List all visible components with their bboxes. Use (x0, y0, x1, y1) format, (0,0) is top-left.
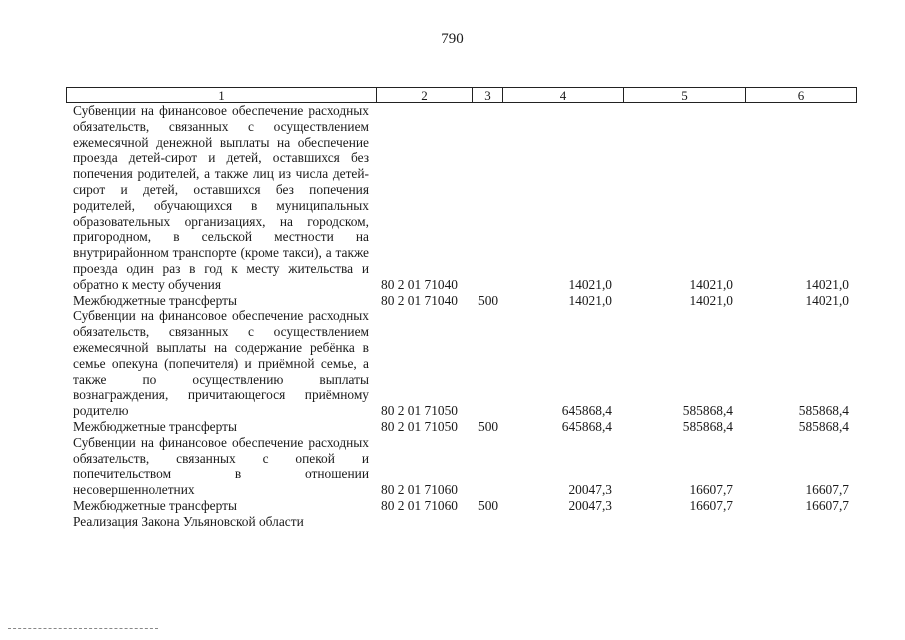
table-header (66, 87, 857, 103)
row-value-col4: 14021,0 (568, 276, 612, 292)
table-row (0, 103, 905, 293)
row-value-col5: 16607,7 (689, 497, 733, 513)
row-value-col6: 585868,4 (798, 418, 849, 434)
column-header-1: 1 (67, 88, 377, 102)
row-value-col4: 645868,4 (561, 418, 612, 434)
row-description: Субвенции на финансовое обеспечение расходных обязательств, связанных с осуществлением ежемесячной выплаты на содержание ребёнка в семье опекуна (попечителя) и приёмной семье, а также по осуществлению выплаты вознаграждения, причитающегося приёмному родителю (73, 308, 369, 419)
row-code: 80 2 01 71040 (381, 276, 458, 292)
row-value-col5: 14021,0 (689, 292, 733, 308)
table-row (0, 435, 905, 498)
row-description: Межбюджетные трансферты (73, 418, 237, 434)
row-description: Межбюджетные трансферты (73, 497, 237, 513)
column-header-6: 6 (797, 88, 805, 103)
row-code: 80 2 01 71040 (381, 292, 458, 308)
row-value-col5: 14021,0 (689, 276, 733, 292)
row-code: 80 2 01 71050 (381, 403, 458, 419)
row-value-col5: 16607,7 (689, 482, 733, 498)
table-row (0, 419, 905, 435)
row-value-col6: 14021,0 (805, 276, 849, 292)
column-header-3: 3 (473, 88, 503, 102)
column-header-2: 2 (377, 88, 473, 102)
row-description: Субвенции на финансовое обеспечение расходных обязательств, связанных с осуществлением ежемесячной денежной выплаты на обеспечение проезда детей-сирот и детей, оставшихся без попечения родителей, а также лиц из числа детей-сирот и детей, оставшихся без попечения родителей, обучающихся в муниципальных образовательных организациях, на городском, пригородном, в сельской местности на внутрирайонном транспорте (кроме такси), а также проезда один раз в год к месту жительства и обратно к месту обучения (73, 103, 369, 292)
row-value-col6: 14021,0 (805, 292, 849, 308)
page-number: 790 (441, 31, 464, 47)
row-type: 500 (478, 418, 499, 434)
row-value-col5: 585868,4 (682, 403, 733, 419)
row-code: 80 2 01 71060 (381, 482, 458, 498)
row-description: Межбюджетные трансферты (73, 292, 237, 308)
row-value-col4: 20047,3 (568, 497, 612, 513)
row-value-col6: 16607,7 (805, 482, 849, 498)
row-value-col4: 645868,4 (561, 403, 612, 419)
row-code: 80 2 01 71050 (381, 418, 458, 434)
row-value-col4: 20047,3 (568, 482, 612, 498)
row-value-col6: 585868,4 (798, 403, 849, 419)
column-header-4: 4 (503, 88, 624, 102)
row-type: 500 (478, 292, 499, 308)
row-type: 500 (478, 497, 499, 513)
table-body (0, 103, 905, 530)
row-value-col5: 585868,4 (682, 418, 733, 434)
row-description: Реализация Закона Ульяновской области (73, 513, 304, 529)
table-row (0, 514, 905, 530)
scan-artifact (8, 628, 158, 630)
row-value-col6: 16607,7 (805, 497, 849, 513)
row-code: 80 2 01 71060 (381, 497, 458, 513)
table-row (0, 308, 905, 419)
column-header-5: 5 (624, 88, 746, 102)
row-description: Субвенции на финансовое обеспечение расходных обязательств, связанных с опекой и попечительством в отношении несовершеннолетних (73, 434, 369, 498)
table-row (0, 293, 905, 309)
row-value-col4: 14021,0 (568, 292, 612, 308)
table-row (0, 498, 905, 514)
